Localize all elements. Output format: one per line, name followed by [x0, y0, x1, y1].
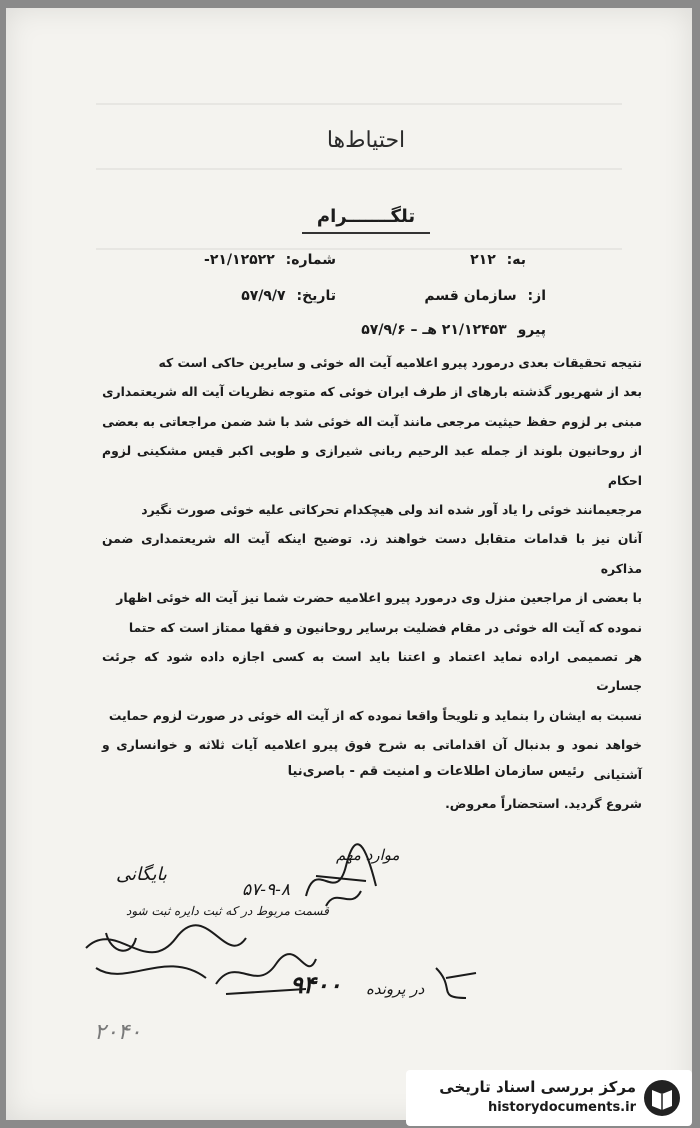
body-line: خواهد نمود و بدنبال آن اقداماتی به شرح فوق پیرو اعلامیه آیات ثلاثه و خوانساری و آشتیانی: [102, 737, 642, 782]
from-field: [406, 288, 546, 304]
bleed-through-line: [96, 168, 622, 170]
body-line: آنان نیز با قدامات متقابل دست خواهند زد. توضیح اینکه آیت اله شریعتمداری ضمن مذاکره: [102, 531, 642, 576]
title-underline: [302, 232, 430, 234]
document-page: [6, 8, 692, 1120]
body-line: شروع گردید. استحضاراً معروض.: [445, 796, 642, 812]
handwritten-left-note: بایگانی: [116, 864, 167, 885]
body-line: نموده که آیت اله خوئی در مقام فضلیت برسایر روحانیون و فقها ممتاز است که حتما: [128, 619, 642, 635]
body-line: مبنی بر لزوم حفظ حیثیت مرجعی مانند آیت اله خوئی شد با شد ضمن مراجعاتی به بعضی: [102, 413, 642, 429]
reference-value: ۲۱/۱۲۴۵۳ هـ – ۵۷/۹/۶: [361, 322, 507, 338]
bleed-through-line: [96, 103, 622, 105]
reference-field: [346, 322, 546, 338]
handwritten-line-note: قسمت مربوط در که ثبت دایره ثبت شود: [126, 904, 329, 918]
body-line: با بعضی از مراجعین منزل وی درمورد پیرو اعلامیه حضرت شما نیز آیت اله خوئی اظهار: [116, 590, 642, 606]
date-value: ۵۷/۹/۷: [241, 288, 286, 304]
date-label: تاریخ:: [296, 288, 336, 304]
handwritten-signature-scribble: [296, 836, 386, 916]
body-line: هر تصمیمی اراده نماید اعتماد و اعتنا باید است به کسی اجازه داده شود که جرئت جسارت: [102, 649, 642, 694]
faded-page-number: ۲۰۴۰: [94, 1020, 142, 1045]
handwritten-initials-scribble: [206, 944, 326, 1004]
body-line: نتیجه تحقیقات بعدی درمورد پیرو اعلامیه آیت اله خوئی و سایرین حاکی است که: [158, 355, 642, 370]
watermark-title: مرکز بررسی اسناد تاریخی: [439, 1078, 636, 1096]
handwritten-center-note: موارد مهم: [336, 846, 400, 864]
body-line: مرجعیمانند خوئی را یاد آور شده اند ولی هیچکدام تحرکاتی علیه خوئی صورت نگیرد: [141, 502, 642, 518]
from-value: سازمان قسم: [424, 288, 517, 304]
signature-line: رئیس سازمان اطلاعات و امنیت قم - باصری‌نیا: [287, 764, 585, 779]
telegram-body: [102, 348, 642, 819]
bleed-through-line: [96, 248, 622, 250]
to-field: [376, 252, 526, 268]
archive-watermark: [406, 1070, 692, 1126]
handwritten-bottom-note: در پرونده: [366, 980, 425, 998]
archive-logo-icon: [642, 1078, 682, 1118]
watermark-url: historydocuments.ir: [487, 1100, 636, 1115]
date-field: [186, 288, 336, 304]
handwritten-date-note: ۵۷-۹-۸: [242, 880, 291, 900]
handwritten-mark-scribble: [426, 958, 486, 1008]
number-field: [146, 252, 336, 268]
document-type-title: تلگـــــــرام: [316, 206, 416, 227]
reference-label: پیرو: [517, 322, 546, 338]
number-label: شماره:: [285, 252, 336, 268]
to-value: ۲۱۲: [470, 252, 496, 268]
classification-stamp: احتیاط‌ها: [326, 128, 406, 153]
handwritten-number-note: ۹۴۰۰: [290, 970, 342, 999]
body-line: بعد از شهریور گذشته بارهای از طرف ایران خوئی که متوجه نظریات آیت اله شریعتمداری: [102, 384, 642, 400]
body-line: از روحانیون بلوند از جمله عبد الرحیم ربانی شیرازی و طوبی اکبر قیس مشکینی لزوم احکام: [102, 443, 642, 488]
number-value: ۲۱/۱۲۵۲۲-: [204, 252, 275, 268]
from-label: از:: [527, 288, 546, 304]
body-line: نسبت به ایشان را بنماید و تلویحاً واقعا نموده که از آیت اله خوئی در صورت لزوم حمایت: [108, 707, 642, 723]
to-label: به:: [506, 252, 526, 268]
